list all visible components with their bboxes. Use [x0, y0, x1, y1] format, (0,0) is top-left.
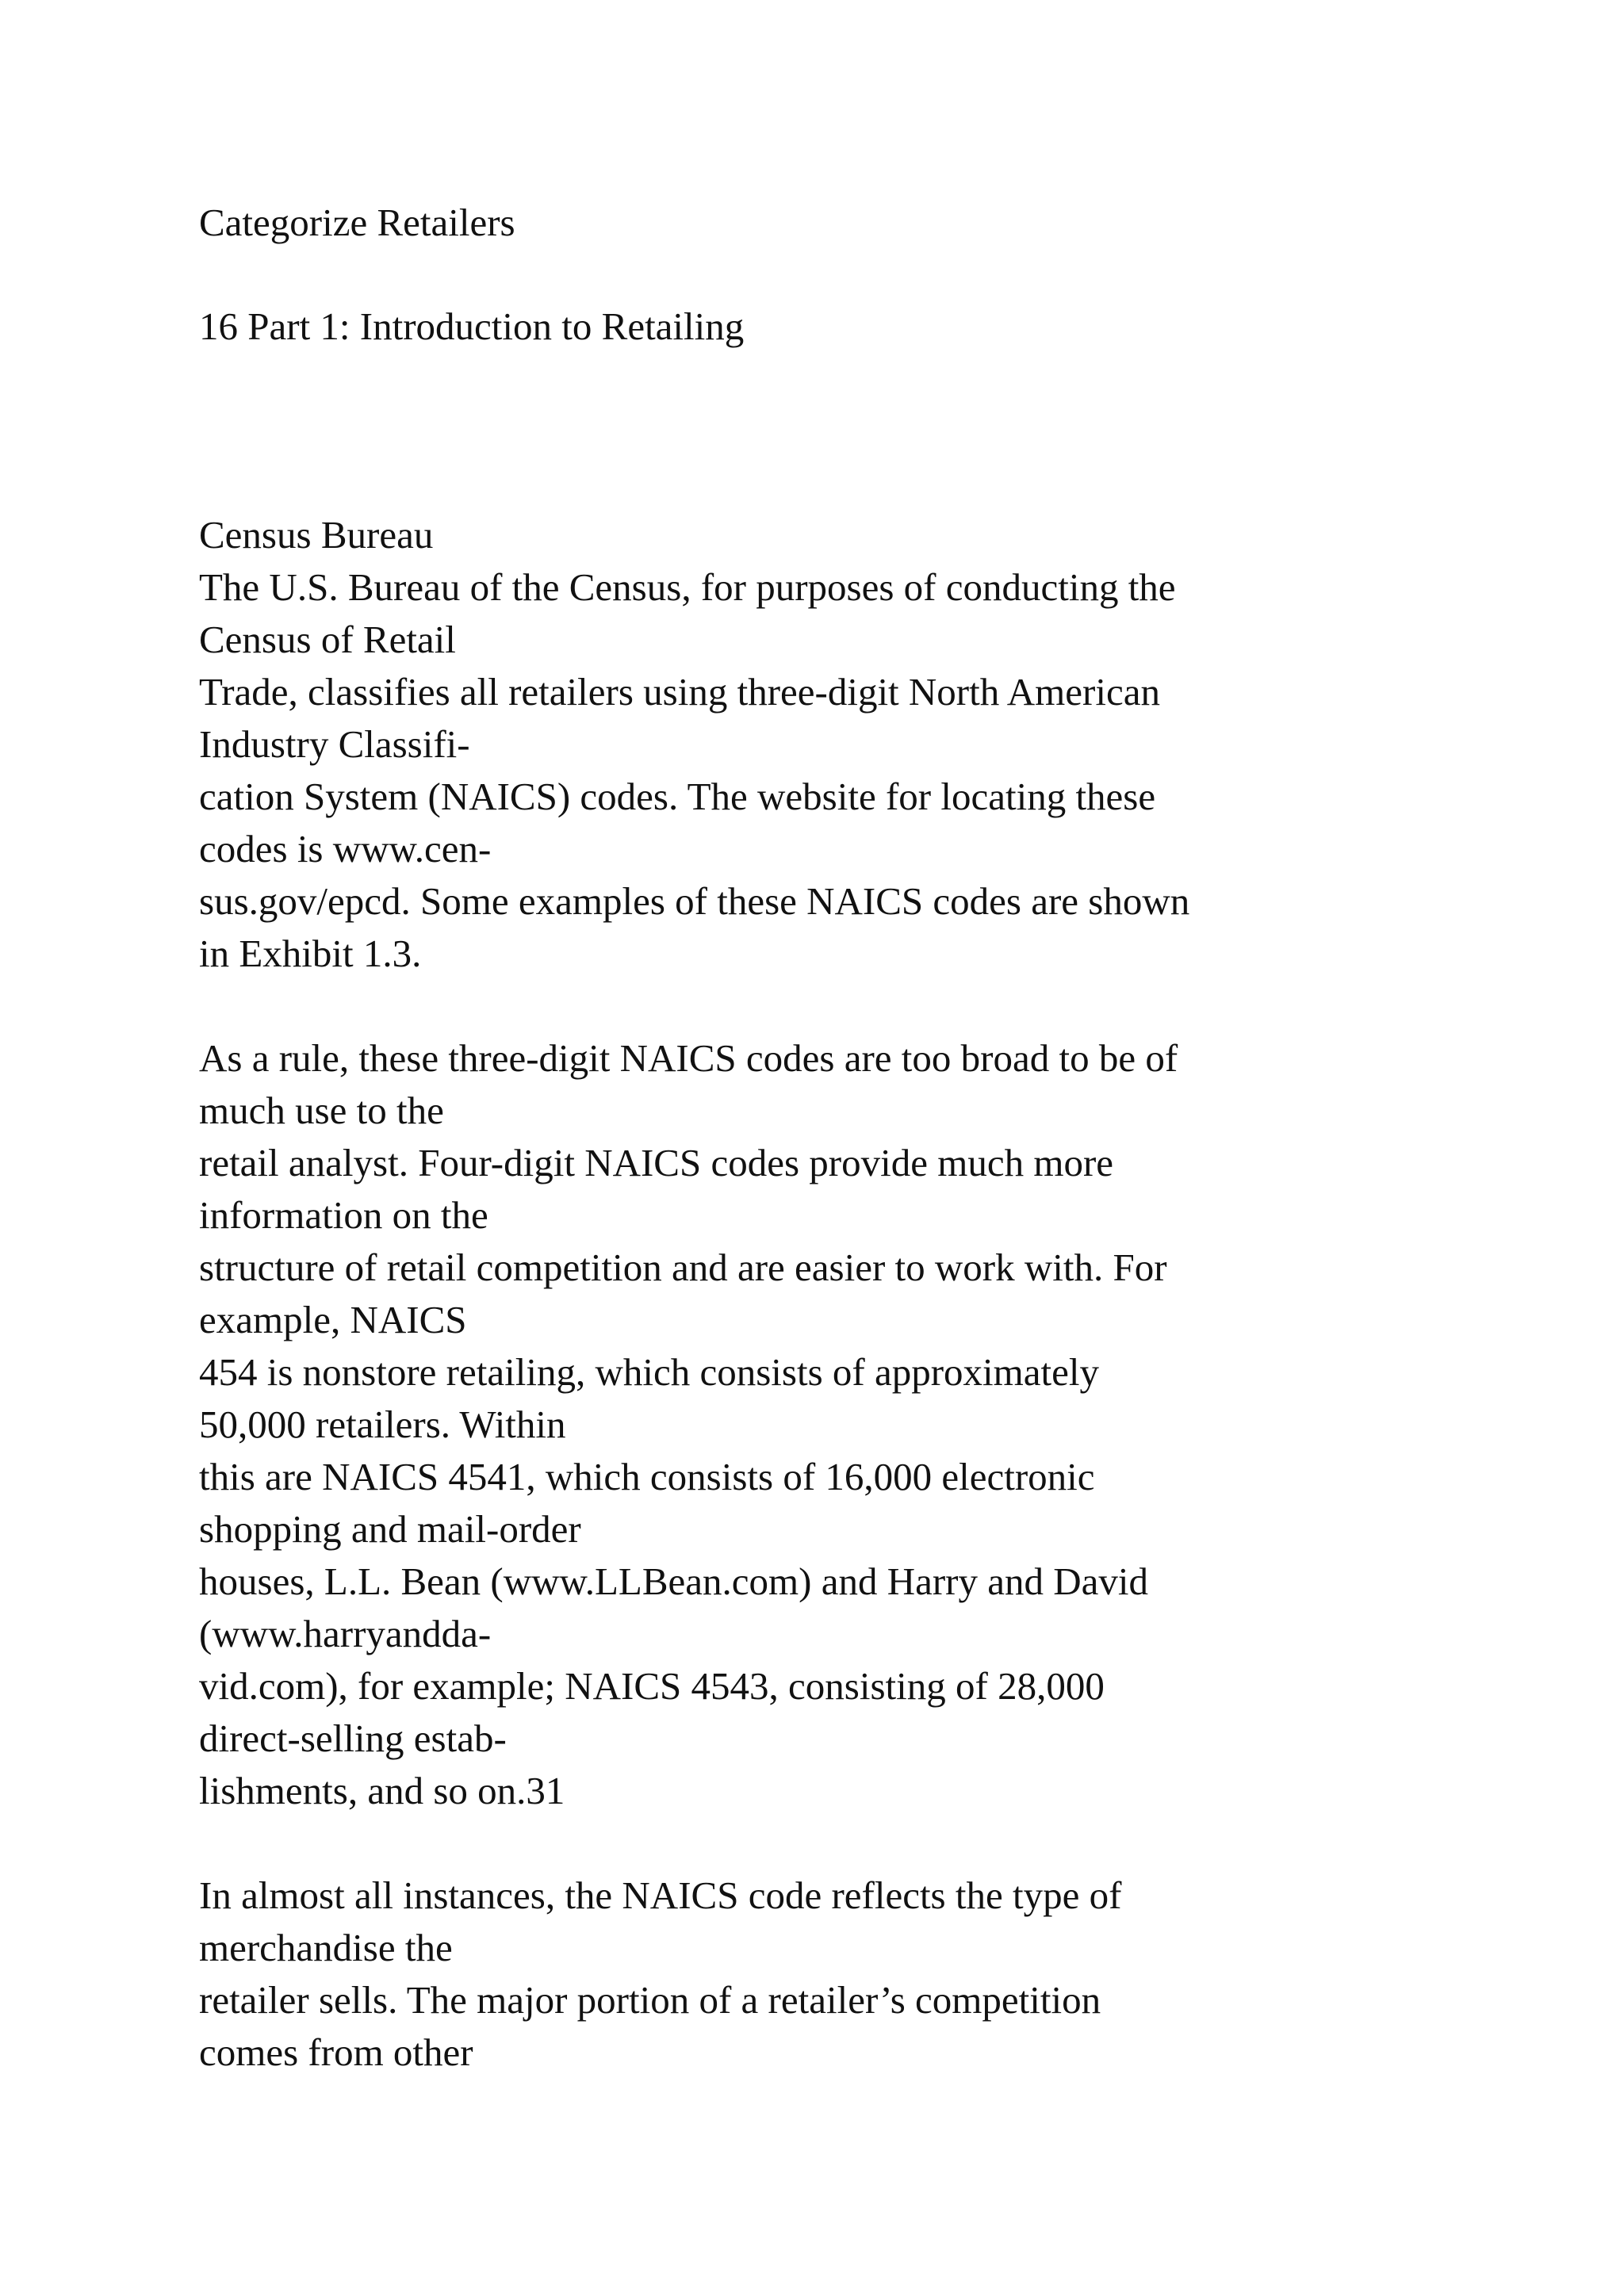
text-line: 454 is nonstore retailing, which consists of approximately — [199, 1350, 1099, 1394]
text-line: structure of retail competition and are easier to work with. For — [199, 1246, 1167, 1289]
text-line: houses, L.L. Bean (www.LLBean.com) and Harry and David — [199, 1559, 1148, 1603]
text-line: in Exhibit 1.3. — [199, 932, 422, 975]
text-line: shopping and mail-order — [199, 1507, 581, 1551]
text-line: this are NAICS 4541, which consists of 16,000 electronic — [199, 1455, 1095, 1498]
text-line: As a rule, these three-digit NAICS codes are too broad to be of — [199, 1036, 1178, 1080]
text-line: (www.harryandda- — [199, 1612, 492, 1655]
document-title: Categorize Retailers — [199, 201, 515, 244]
text-line: information on the — [199, 1193, 488, 1237]
text-line: The U.S. Bureau of the Census, for purposes of conducting the — [199, 565, 1176, 609]
running-header: 16 Part 1: Introduction to Retailing — [199, 304, 745, 348]
section-heading: Census Bureau — [199, 513, 434, 557]
text-line: codes is www.cen- — [199, 827, 492, 871]
text-line: comes from other — [199, 2030, 473, 2074]
text-line: direct-selling estab- — [199, 1716, 507, 1760]
text-line: example, NAICS — [199, 1298, 467, 1341]
text-line: vid.com), for example; NAICS 4543, consisting of 28,000 — [199, 1664, 1105, 1708]
text-line: Census of Retail — [199, 618, 456, 661]
text-line: retailer sells. The major portion of a retailer’s competition — [199, 1978, 1101, 2022]
text-line: In almost all instances, the NAICS code reflects the type of — [199, 1873, 1122, 1917]
text-line: retail analyst. Four-digit NAICS codes provide much more — [199, 1141, 1114, 1184]
text-line: much use to the — [199, 1089, 444, 1132]
text-line: 50,000 retailers. Within — [199, 1402, 566, 1446]
text-line: sus.gov/epcd. Some examples of these NAICS codes are shown — [199, 879, 1190, 923]
text-line: Trade, classifies all retailers using three-digit North American — [199, 670, 1160, 714]
text-line: cation System (NAICS) codes. The website for locating these — [199, 775, 1156, 818]
text-line: merchandise the — [199, 1926, 453, 1969]
text-line: Industry Classifi- — [199, 722, 470, 766]
text-line: lishments, and so on.31 — [199, 1769, 565, 1812]
